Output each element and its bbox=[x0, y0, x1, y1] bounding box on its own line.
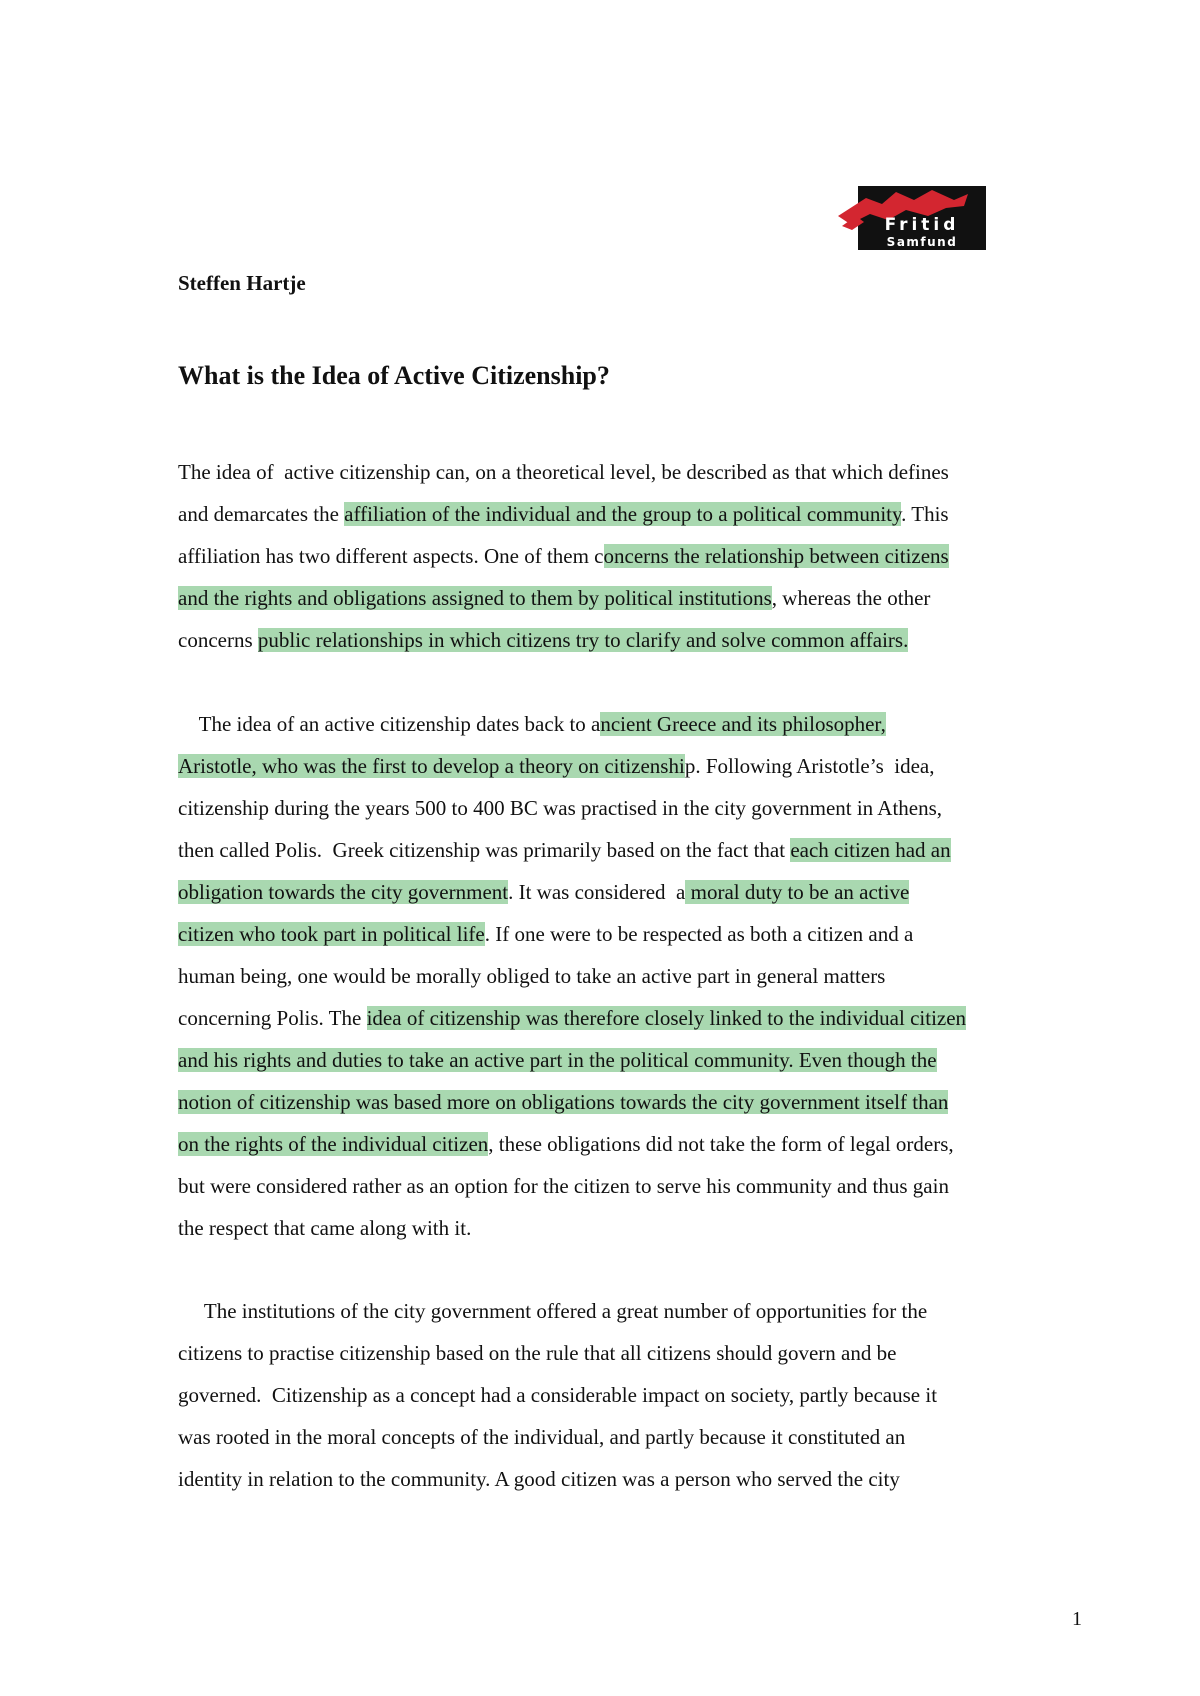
text-segment: citizenship during the years 500 to 400 BC was practised in the city government in Athens, bbox=[178, 796, 943, 820]
page-number: 1 bbox=[1072, 1608, 1082, 1630]
text-line bbox=[178, 745, 1098, 787]
text-segment: The idea of an active citizenship dates back to a bbox=[178, 712, 601, 736]
text-segment: The idea of active citizenship can, on a theoretical level, be described as that which defines bbox=[178, 460, 949, 484]
text-line bbox=[178, 493, 1098, 535]
text-segment: citizens to practise citizenship based on the rule that all citizens should govern and be bbox=[178, 1341, 897, 1365]
text-segment: identity in relation to the community. A good citizen was a person who served the city bbox=[178, 1467, 900, 1491]
text-line bbox=[178, 997, 1098, 1039]
text-segment: and demarcates the bbox=[178, 502, 345, 526]
text-segment: was rooted in the moral concepts of the individual, and partly because it constituted an bbox=[178, 1425, 906, 1449]
highlighted-text: moral duty to be an active bbox=[685, 880, 910, 904]
text-line bbox=[178, 1207, 1098, 1249]
text-line bbox=[178, 1123, 1098, 1165]
author-name: Steffen Hartje bbox=[178, 271, 306, 295]
paragraph-3 bbox=[178, 1290, 1098, 1500]
logo-word-fritid: Fritid bbox=[884, 215, 960, 235]
text-segment: governed. Citizenship as a concept had a considerable impact on society, partly because it bbox=[178, 1383, 938, 1407]
highlighted-text: Aristotle, who was the first to develop a theory on citizenshi bbox=[178, 754, 685, 778]
text-line bbox=[178, 1458, 1098, 1500]
text-line bbox=[178, 1165, 1098, 1207]
text-line bbox=[178, 535, 1098, 577]
text-segment: the respect that came along with it. bbox=[178, 1216, 472, 1240]
highlighted-text: affiliation of the individual and the group to a political community bbox=[344, 502, 902, 526]
highlighted-text: public relationships in which citizens try to clarify and solve common affairs. bbox=[257, 628, 909, 652]
text-line bbox=[178, 913, 1098, 955]
highlighted-text: idea of citizenship was therefore closely linked to the individual citizen bbox=[366, 1006, 967, 1030]
text-line bbox=[178, 829, 1098, 871]
highlighted-text: on the rights of the individual citizen bbox=[178, 1132, 489, 1156]
text-segment: but were considered rather as an option for the citizen to serve his community and thus gain bbox=[178, 1174, 949, 1198]
text-line bbox=[178, 871, 1098, 913]
highlighted-text: citizen who took part in political life bbox=[178, 922, 485, 946]
fritid-samfund-logo bbox=[836, 186, 986, 250]
text-line bbox=[178, 451, 1098, 493]
text-line bbox=[178, 787, 1098, 829]
highlighted-text: obligation towards the city government bbox=[178, 880, 509, 904]
highlighted-text: oncerns the relationship between citizens bbox=[603, 544, 949, 568]
text-segment: human being, one would be morally obliged to take an active part in general matters bbox=[178, 964, 886, 988]
text-segment: , these obligations did not take the form of legal orders, bbox=[488, 1132, 954, 1156]
highlighted-text: ncient Greece and its philosopher, bbox=[600, 712, 886, 736]
paragraph-2 bbox=[178, 703, 1098, 1249]
text-line bbox=[178, 1081, 1098, 1123]
text-segment: p. Following Aristotle’s idea, bbox=[684, 754, 935, 778]
text-line bbox=[178, 577, 1098, 619]
text-line bbox=[178, 1416, 1098, 1458]
text-segment: concerning Polis. The bbox=[178, 1006, 367, 1030]
highlighted-text: each citizen had an bbox=[790, 838, 951, 862]
document-title: What is the Idea of Active Citizenship? bbox=[178, 361, 610, 390]
text-segment: affiliation has two different aspects. One of them c bbox=[178, 544, 604, 568]
text-line bbox=[178, 1290, 1098, 1332]
text-segment: concerns bbox=[178, 628, 258, 652]
text-line bbox=[178, 1039, 1098, 1081]
text-segment: . It was considered a bbox=[508, 880, 686, 904]
highlighted-text: and his rights and duties to take an active part in the political community. Even though the bbox=[178, 1048, 937, 1072]
text-line bbox=[178, 1332, 1098, 1374]
text-line bbox=[178, 619, 1098, 661]
highlighted-text: and the rights and obligations assigned to them by political institutions bbox=[178, 586, 772, 610]
text-line bbox=[178, 1374, 1098, 1416]
text-line bbox=[178, 703, 1098, 745]
text-segment: The institutions of the city government offered a great number of opportunities for the bbox=[178, 1299, 928, 1323]
text-segment: . This bbox=[901, 502, 949, 526]
logo-graphic bbox=[836, 186, 986, 250]
logo-word-samfund: Samfund bbox=[886, 235, 958, 249]
text-line bbox=[178, 955, 1098, 997]
text-segment: , whereas the other bbox=[771, 586, 931, 610]
highlighted-text: notion of citizenship was based more on obligations towards the city government itself than bbox=[178, 1090, 949, 1114]
paragraph-1 bbox=[178, 451, 1098, 661]
text-segment: then called Polis. Greek citizenship was primarily based on the fact that bbox=[178, 838, 791, 862]
text-segment: . If one were to be respected as both a citizen and a bbox=[484, 922, 914, 946]
